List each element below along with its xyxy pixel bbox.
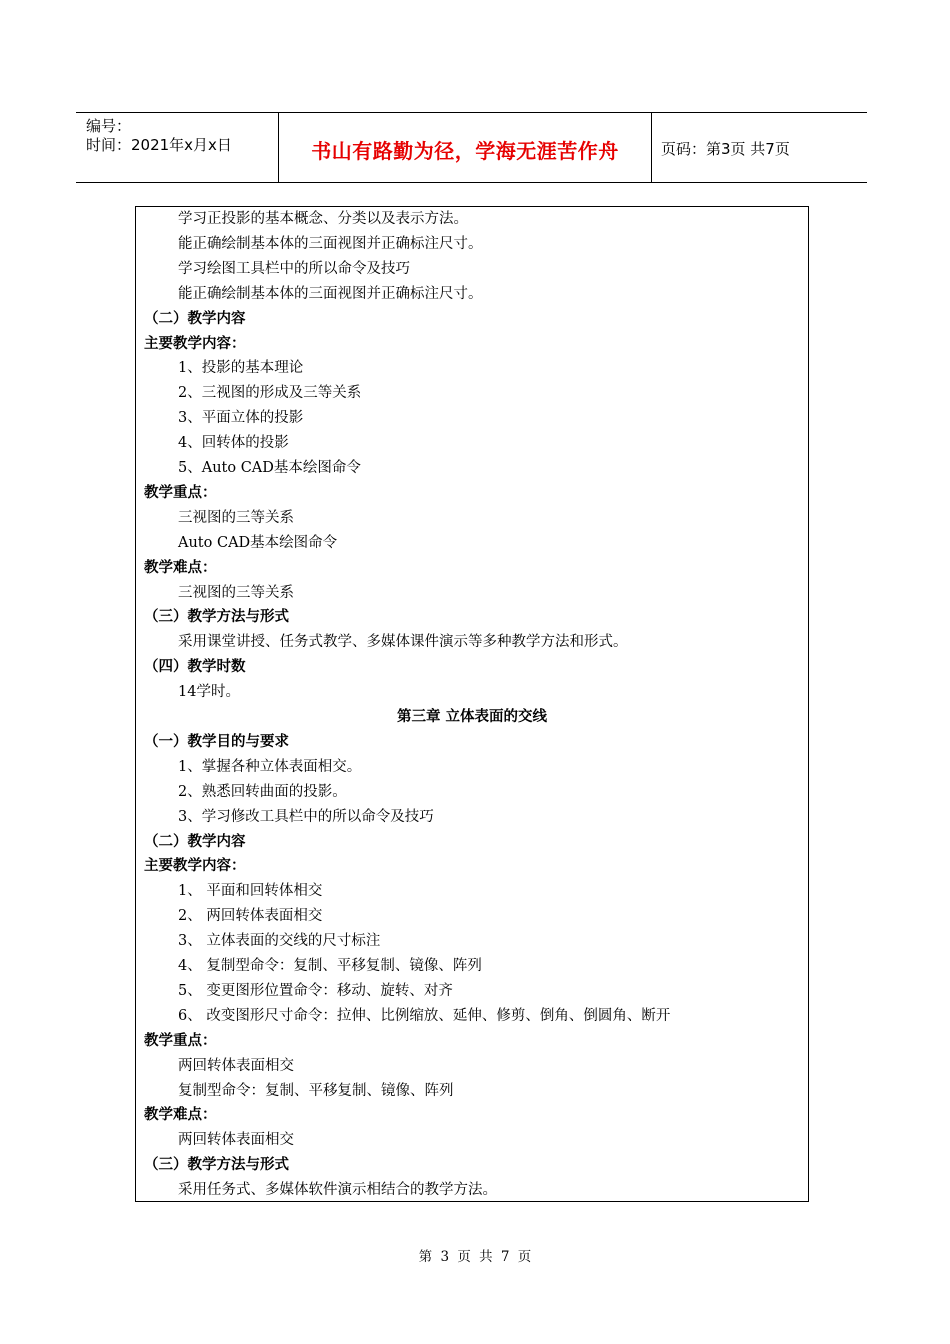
header-page-cell [651, 113, 867, 182]
content-line: 两回转体表面相交 [178, 1132, 294, 1149]
content-line: 能正确绘制基本体的三面视图并正确标注尺寸。 [178, 235, 483, 252]
section-heading: 教学难点： [144, 1107, 217, 1124]
section-heading: 主要教学内容： [144, 858, 246, 875]
header-motto-cell [278, 113, 652, 182]
section-heading: 教学难点： [144, 559, 217, 576]
content-line: 1、投影的基本理论 [178, 360, 304, 377]
content-line: 采用任务式、多媒体软件演示相结合的教学方法。 [178, 1182, 497, 1199]
content-line: 两回转体表面相交 [178, 1057, 294, 1074]
content-line: 14学时。 [178, 684, 240, 701]
content-box [135, 206, 809, 1202]
section-heading: 教学重点： [144, 484, 217, 501]
section-heading: 主要教学内容： [144, 335, 246, 352]
content-line: 3、 立体表面的交线的尺寸标注 [178, 933, 381, 950]
section-heading: （三）教学方法与形式 [144, 609, 289, 626]
content-line: 三视图的三等关系 [178, 509, 294, 526]
content-line: 能正确绘制基本体的三面视图并正确标注尺寸。 [178, 285, 483, 302]
content-line: 3、学习修改工具栏中的所以命令及技巧 [178, 808, 434, 825]
content-line: 4、回转体的投影 [178, 435, 289, 452]
section-heading: （三）教学方法与形式 [144, 1157, 289, 1174]
header-meta-cell [76, 113, 278, 182]
content-line: 三视图的三等关系 [178, 584, 294, 601]
chapter-title: 第三章 立体表面的交线 [396, 709, 548, 725]
section-heading: （二）教学内容 [144, 310, 246, 327]
document-time-label: 时间：2021年x月x日 [86, 136, 232, 154]
section-heading: （四）教学时数 [144, 659, 246, 676]
content-line: 3、平面立体的投影 [178, 410, 304, 427]
content-line: 5、Auto CAD基本绘图命令 [178, 460, 361, 476]
header-page-number: 页码：第3页 共7页 [661, 140, 790, 158]
content-line: 5、 变更图形位置命令：移动、旋转、对齐 [178, 982, 453, 999]
content-line: 学习绘图工具栏中的所以命令及技巧 [178, 260, 410, 277]
header-motto: 书山有路勤为径，学海无涯苦作舟 [311, 139, 619, 163]
content-line: 6、 改变图形尺寸命令：拉伸、比例缩放、延伸、修剪、倒角、倒圆角、断开 [178, 1007, 671, 1024]
content-line: 1、 平面和回转体相交 [178, 883, 323, 900]
section-heading: 教学重点： [144, 1032, 217, 1049]
document-number-label: 编号： [86, 117, 132, 135]
content-line: 采用课堂讲授、任务式教学、多媒体课件演示等多种教学方法和形式。 [178, 634, 628, 651]
content-line: 2、熟悉回转曲面的投影。 [178, 783, 347, 800]
section-heading: （二）教学内容 [144, 833, 246, 850]
content-line: Auto CAD基本绘图命令 [178, 534, 338, 551]
page-header [76, 112, 867, 183]
content-line: 2、三视图的形成及三等关系 [178, 385, 362, 402]
page-footer: 第 3 页 共 7 页 [418, 1249, 532, 1265]
content-line: 1、掌握各种立体表面相交。 [178, 758, 362, 775]
section-heading: （一）教学目的与要求 [144, 733, 289, 750]
content-line: 2、 两回转体表面相交 [178, 908, 323, 925]
content-line: 复制型命令：复制、平移复制、镜像、阵列 [178, 1082, 454, 1099]
content-line: 学习正投影的基本概念、分类以及表示方法。 [178, 211, 468, 227]
content-line: 4、 复制型命令：复制、平移复制、镜像、阵列 [178, 958, 482, 974]
